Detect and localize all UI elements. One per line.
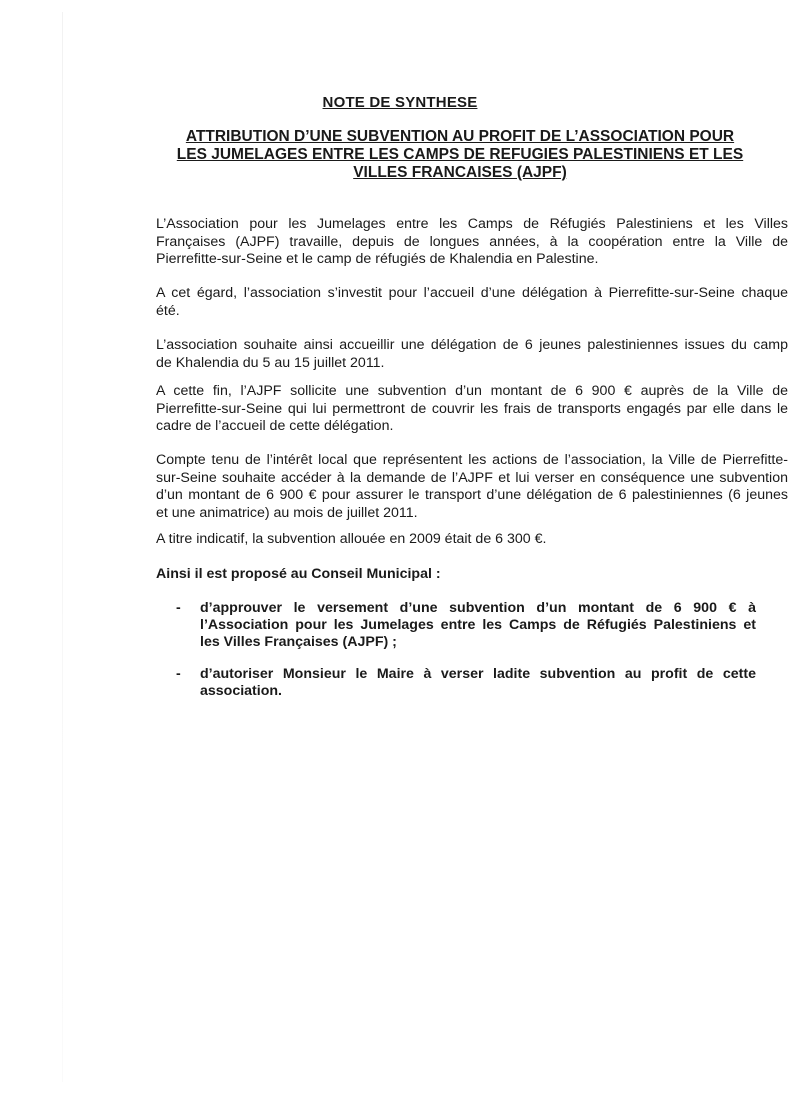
bullet-line: association. <box>200 683 283 699</box>
paragraph-indicative <box>156 531 788 549</box>
bullet-line: les Villes Françaises (AJPF) ; <box>200 634 397 650</box>
bullet-line: d’autoriser Monsieur le Maire à verser ladite subvention au profit de cette <box>200 666 756 682</box>
paragraph-intro <box>156 216 788 269</box>
bullet-authorize <box>176 666 756 702</box>
paragraph-decision <box>156 452 788 522</box>
bullet-text <box>200 666 756 700</box>
paragraph-line: et une animatrice) au mois de juillet 2011. <box>156 504 418 521</box>
bullet-line: l’Association pour les Jumelages entre les Camps de Réfugiés Palestiniens et <box>200 617 756 633</box>
paragraph-line: sur-Seine souhaite accéder à la demande de l’AJPF et lui verser en conséquence une subvention <box>156 469 788 486</box>
document-heading <box>150 128 770 182</box>
bullet-dash: - <box>176 666 181 682</box>
heading-line: ATTRIBUTION D’UNE SUBVENTION AU PROFIT DE L’ASSOCIATION POUR <box>185 128 735 145</box>
paragraph-line: L’association souhaite ainsi accueillir une délégation de 6 jeunes palestiniennes issues du camp <box>156 337 788 353</box>
paragraph-request <box>156 383 788 436</box>
paragraph-delegation <box>156 285 788 320</box>
bullet-line: d’approuver le versement d’une subvention d’un montant de 6 900 € à <box>200 600 756 616</box>
heading-line: VILLES FRANCAISES (AJPF) <box>353 164 567 181</box>
paragraph-line: Pierrefitte-sur-Seine et le camp de réfugiés de Khalendia en Palestine. <box>156 251 599 267</box>
paragraph-line: A titre indicatif, la subvention allouée en 2009 était de 6 300 €. <box>156 531 547 547</box>
paragraph-line: A cet égard, l’association s’investit pour l’accueil d’une délégation à Pierrefitte-sur-Seine chaque <box>156 285 788 301</box>
paragraph-line: Pierrefitte-sur-Seine qui lui permettront de couvrir les frais de transports engagés par elle dans le <box>156 400 788 417</box>
bullet-dash: - <box>176 600 181 616</box>
paragraph-line: A cette fin, l’AJPF sollicite une subvention d’un montant de 6 900 € auprès de la Ville de <box>156 383 788 399</box>
paragraph-line: été. <box>156 302 180 319</box>
paragraph-line: Compte tenu de l’intérêt local que représentent les actions de l’association, la Ville de Pierrefitte- <box>156 452 788 468</box>
scan-edge <box>62 12 63 1082</box>
proposal-intro: Ainsi il est proposé au Conseil Municipal : <box>156 566 441 582</box>
heading-line: LES JUMELAGES ENTRE LES CAMPS DE REFUGIES PALESTINIENS ET LES <box>176 146 744 163</box>
paragraph-line: L’Association pour les Jumelages entre les Camps de Réfugiés Palestiniens et les Villes <box>156 216 788 232</box>
bullet-approve <box>176 600 756 654</box>
paragraph-line: d’un montant de 6 900 € pour assurer le transport d’une délégation de 6 palestiniennes (6 jeunes <box>156 487 788 503</box>
paragraph-line: cadre de l’accueil de cette délégation. <box>156 418 394 434</box>
paragraph-welcome <box>156 337 788 372</box>
bullet-text <box>200 600 756 651</box>
note-title: NOTE DE SYNTHESE <box>322 94 478 111</box>
paragraph-line: de Khalendia du 5 au 15 juillet 2011. <box>156 354 385 371</box>
paragraph-line: Françaises (AJPF) travaille, depuis de longues années, à la coopération entre la Ville de <box>156 233 788 250</box>
